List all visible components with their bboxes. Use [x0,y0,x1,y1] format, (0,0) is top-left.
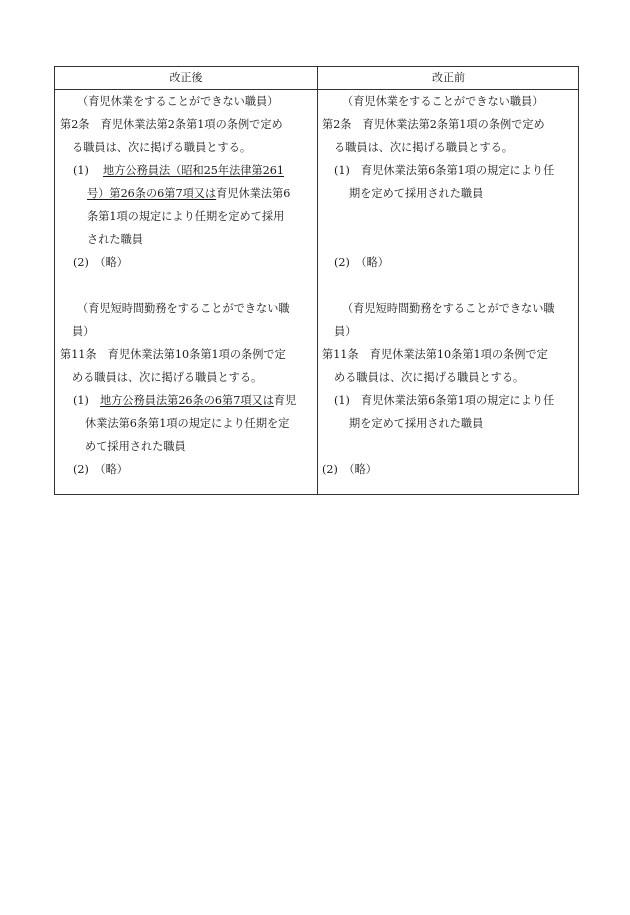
before-article11-caption-line2: 員） [334,325,357,338]
header-after: 改正後 [169,71,203,84]
before-article2-line2: る職員は、次に掲げる職員とする。 [334,141,514,154]
header-before: 改正前 [432,71,465,84]
after-article2-line2: る職員は、次に掲げる職員とする。 [72,141,252,154]
after-article2-item1-line4: された職員 [87,233,143,246]
after-article11-item1-line1-rest: 育児 [273,394,297,407]
before-article11-item2: (2) （略） [322,463,377,476]
before-article2-caption: （育児休業をすることができない職員） [342,95,544,108]
after-article11-item1-line3: めて採用された職員 [85,440,186,453]
after-article2-line1: 第2条 育児休業法第2条第1項の条例で定め [60,118,283,131]
before-article11-item1-line2: 期を定めて採用された職員 [349,417,484,430]
after-article11-item1-amended-text: 地方公務員法第26条の6第7項又は [100,394,274,407]
before-article11-item1-line1: (1) 育児休業法第6条第1項の規定により任 [334,394,555,407]
before-article11-line1: 第11条 育児休業法第10条第1項の条例で定 [322,348,548,361]
after-article11-caption-line1: （育児短時間勤務をすることができない職 [77,302,290,315]
after-article11-line1: 第11条 育児休業法第10条第1項の条例で定 [60,348,286,361]
after-article2-item1-line2 [87,186,290,202]
before-article2-item1-line1: (1) 育児休業法第6条第1項の規定により任 [334,164,555,177]
before-article2-line1: 第2条 育児休業法第2条第1項の条例で定め [322,118,545,131]
before-article11-caption-line1: （育児短時間勤務をすることができない職 [342,302,555,315]
comparison-table [54,66,579,495]
after-article11-item1-number: (1) [73,394,89,407]
after-article11-line2: める職員は、次に掲げる職員とする。 [72,371,263,384]
after-article11-caption-line2: 員） [72,325,95,338]
before-article2-item1-line2: 期を定めて採用された職員 [349,187,484,200]
after-article11-item2: (2) （略） [73,463,128,476]
after-article2-item1-number: (1) [73,164,89,177]
after-article2-item2: (2) （略） [73,256,128,269]
after-article2-item1-line3: 条第1項の規定により任期を定めて採用 [87,210,285,223]
header-divider [55,89,578,90]
before-article2-item2: (2) （略） [334,256,389,269]
column-divider [317,67,318,494]
after-article2-item1-line2-rest: 育児休業法第6 [216,187,291,200]
after-article11-item1-line1 [100,393,296,409]
after-article11-item1-line2: 休業法第6条第1項の規定により任期を定 [85,417,290,430]
after-article2-item1-line1: 地方公務員法（昭和25年法律第261 [103,164,285,177]
after-article2-caption: （育児休業をすることができない職員） [77,95,279,108]
before-article11-line2: める職員は、次に掲げる職員とする。 [334,371,525,384]
after-article2-item1-amended-text: 号）第26条の6第7項又は [87,187,217,200]
